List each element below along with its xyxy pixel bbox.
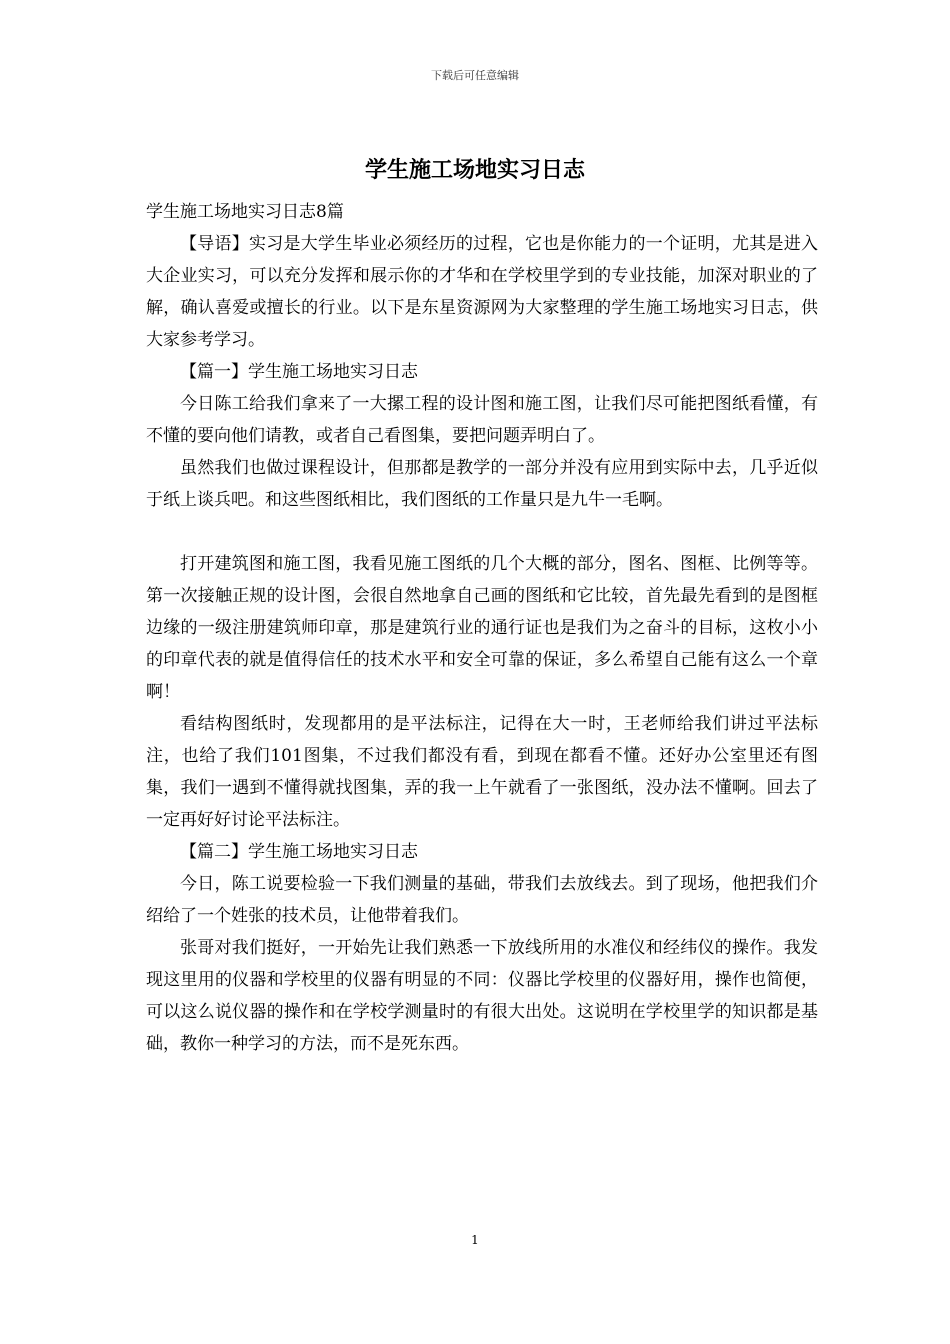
paragraph: 今日陈工给我们拿来了一大摞工程的设计图和施工图，让我们尽可能把图纸看懂，有不懂的要向他们请教，或者自己看图集，要把问题弄明白了。	[146, 394, 818, 446]
section-heading-1: 【篇一】学生施工场地实习日志	[180, 362, 418, 382]
section-heading-2: 【篇二】学生施工场地实习日志	[180, 842, 418, 862]
paragraph: 看结构图纸时，发现都用的是平法标注，记得在大一时，王老师给我们讲过平法标注，也给了我们101图集，不过我们都没有看，到现在都看不懂。还好办公室里还有图集，我们一遇到不懂得就找图集，弄的我一上午就看了一张图纸，没办法不懂啊。回去了一定再好好讨论平法标注。	[146, 714, 818, 830]
header-note: 下载后可任意编辑	[431, 69, 519, 82]
paragraph: 虽然我们也做过课程设计，但那都是教学的一部分并没有应用到实际中去，几乎近似于纸上谈兵吧。和这些图纸相比，我们图纸的工作量只是九牛一毛啊。	[146, 458, 818, 510]
document-title: 学生施工场地实习日志	[364, 157, 585, 183]
page-number: 1	[471, 1233, 479, 1247]
document-body	[146, 196, 818, 1060]
paragraph: 今日，陈工说要检验一下我们测量的基础，带我们去放线去。到了现场，他把我们介绍给了一个姓张的技术员，让他带着我们。	[146, 874, 818, 926]
paragraph: 张哥对我们挺好，一开始先让我们熟悉一下放线所用的水准仪和经纬仪的操作。我发现这里用的仪器和学校里的仪器有明显的不同：仪器比学校里的仪器好用，操作也简便，可以这么说仪器的操作和在学校学测量时的有很大出处。这说明在学校里学的知识都是基础，教你一种学习的方法，而不是死东西。	[146, 938, 818, 1054]
document-subtitle: 学生施工场地实习日志8篇	[146, 202, 344, 222]
paragraph-intro: 【导语】实习是大学生毕业必须经历的过程，它也是你能力的一个证明，尤其是进入大企业实习，可以充分发挥和展示你的才华和在学校里学到的专业技能，加深对职业的了解，确认喜爱或擅长的行业。以下是东星资源网为大家整理的学生施工场地实习日志，供大家参考学习。	[146, 234, 818, 350]
paragraph: 打开建筑图和施工图，我看见施工图纸的几个大概的部分，图名、图框、比例等等。第一次接触正规的设计图，会很自然地拿自己画的图纸和它比较，首先最先看到的是图框边缘的一级注册建筑师印章，那是建筑行业的通行证也是我们为之奋斗的目标，这枚小小的印章代表的就是值得信任的技术水平和安全可靠的保证，多么希望自己能有这么一个章啊！	[146, 554, 818, 702]
